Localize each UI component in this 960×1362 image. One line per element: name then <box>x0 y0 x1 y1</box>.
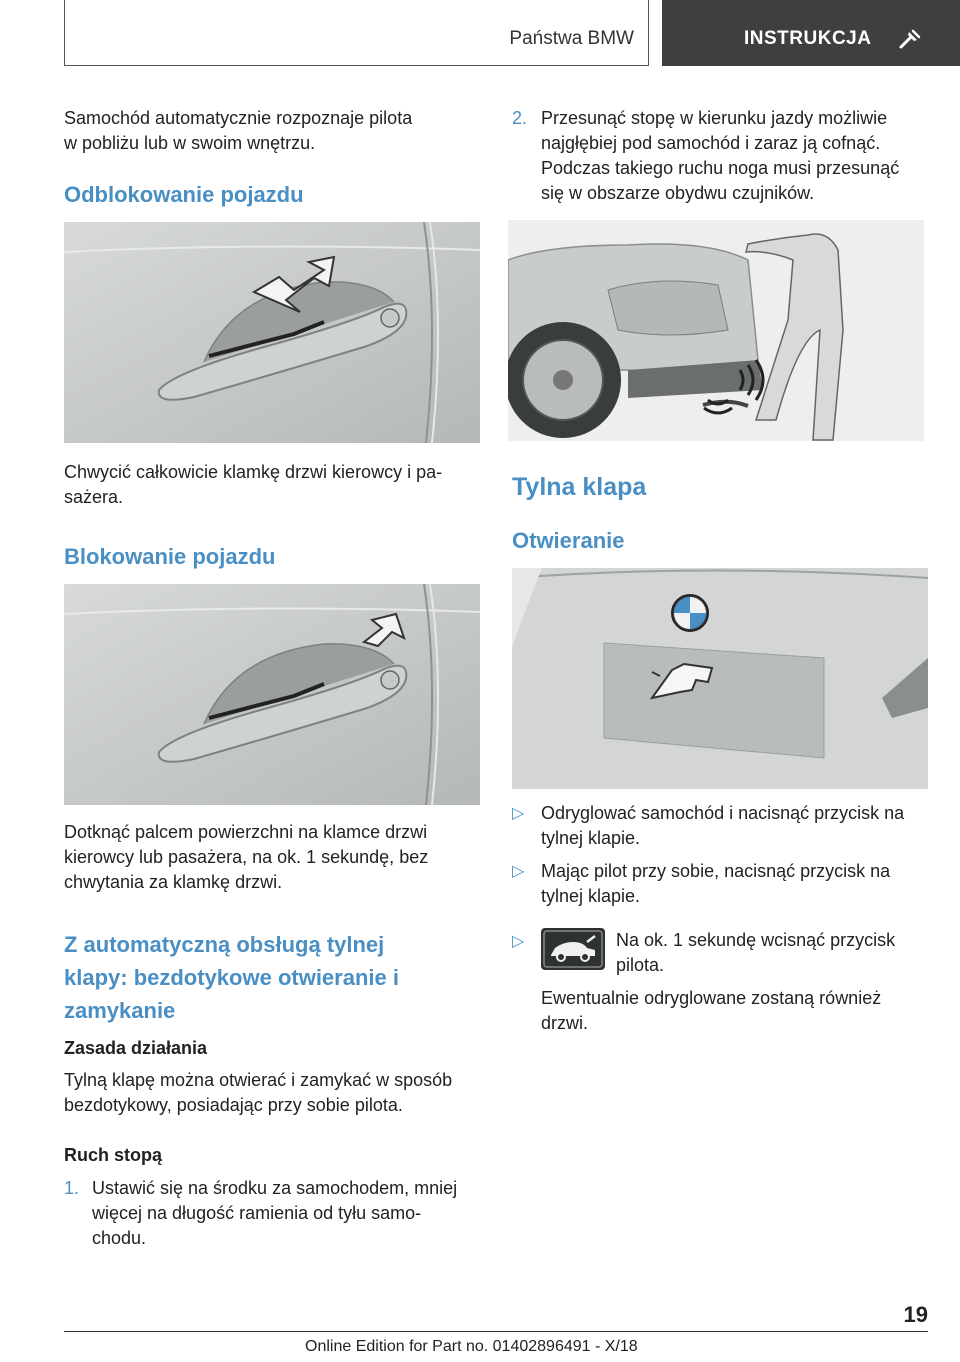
page-number: 19 <box>903 1302 928 1327</box>
bullet-2-line: tylnej klapie. <box>541 886 641 906</box>
opening-heading: Otwieranie <box>512 528 625 553</box>
bullet-1-line: Odryglować samochód i nacisnąć przycisk na <box>541 803 905 823</box>
bullet-3-note-line: drzwi. <box>541 1013 589 1033</box>
lock-text-line: chwytania za klamkę drzwi. <box>64 872 283 892</box>
bullet-1-text <box>541 801 904 851</box>
lock-text <box>64 820 428 895</box>
bullet-2-line: Mając pilot przy sobie, nacisnąć przycisk na <box>541 861 891 881</box>
auto-heading-line: zamykanie <box>64 998 176 1023</box>
car-tailgate-key-icon-glyph <box>541 928 605 970</box>
car-tailgate-key-icon <box>541 928 605 970</box>
principle-text-line: bezdotykowy, posiadając przy sobie pilota. <box>64 1095 403 1115</box>
unlock-heading: Odblokowanie pojazdu <box>64 182 304 207</box>
intro-line: Samochód automatycznie rozpoznaje pilota <box>64 108 413 128</box>
tailgate-button-illustration <box>512 568 928 789</box>
tailgate-button-image <box>512 568 928 789</box>
step-1-line: chodu. <box>92 1228 147 1248</box>
step-1-number: 1. <box>64 1178 80 1198</box>
foot-sensor-illustration <box>508 220 924 441</box>
bullet-3-line: pilota. <box>616 955 665 975</box>
foot-sensor-image <box>508 220 924 441</box>
door-handle-unlock-image <box>64 222 480 443</box>
door-handle-touch-illustration <box>64 584 480 805</box>
step-2-number: 2. <box>512 108 528 128</box>
unlock-text-line: Chwycić całkowicie klamkę drzwi kierowcy i pa- <box>64 462 443 482</box>
bullet-2-marker: ▷ <box>512 863 525 880</box>
bullet-3-line: Na ok. 1 sekundę wcisnąć przycisk <box>616 930 896 950</box>
header-left-box <box>64 0 649 66</box>
principle-text <box>64 1068 452 1118</box>
header-right-tab[interactable] <box>662 0 960 66</box>
bullet-2-text <box>541 859 890 909</box>
bullet-3-note-line: Ewentualnie odryglowane zostaną również <box>541 988 882 1008</box>
auto-heading-line: klapy: bezdotykowe otwieranie i <box>64 965 399 990</box>
tailgate-heading: Tylna klapa <box>512 473 647 501</box>
step-2-line: Podczas takiego ruchu noga musi przesunąć <box>541 158 900 178</box>
lock-heading: Blokowanie pojazdu <box>64 544 276 569</box>
unlock-text <box>64 460 442 510</box>
intro-text <box>64 106 412 156</box>
step-2-line: się w obszarze obydwu czujników. <box>541 183 815 203</box>
principle-text-line: Tylną klapę można otwierać i zamykać w sposób <box>64 1070 453 1090</box>
step-2-text <box>541 106 899 206</box>
step-1-line: Ustawić się na środku za samochodem, mniej <box>92 1178 458 1198</box>
door-handle-grip-illustration <box>64 222 480 443</box>
foot-movement-heading: Ruch stopą <box>64 1145 163 1165</box>
bullet-1-line: tylnej klapie. <box>541 828 641 848</box>
bullet-1-marker: ▷ <box>512 805 525 822</box>
footer-edition-text[interactable]: Online Edition for Part no. 01402896491 - X/18 <box>305 1338 638 1355</box>
unlock-text-line: sażera. <box>64 487 124 507</box>
step-1-line: więcej na długość ramienia od tyłu samo- <box>92 1203 422 1223</box>
bullet-3-text <box>616 928 895 978</box>
lock-text-line: Dotknąć palcem powierzchni na klamce drzwi <box>64 822 428 842</box>
header-section-title: Państwa BMW <box>509 28 634 49</box>
step-2-line: najgłębiej pod samochód i zaraz ją cofnąć. <box>541 133 881 153</box>
lock-text-line: kierowcy lub pasażera, na ok. 1 sekundę, bez <box>64 847 429 867</box>
bullet-3-marker: ▷ <box>512 933 525 950</box>
door-handle-lock-image <box>64 584 480 805</box>
footer-divider <box>64 1331 928 1332</box>
step-1-text <box>92 1176 457 1251</box>
header-instruction-title: INSTRUKCJA <box>744 28 872 49</box>
auto-tailgate-heading <box>64 928 399 1027</box>
principle-heading: Zasada działania <box>64 1038 208 1058</box>
wrench-icon <box>898 28 922 50</box>
step-2-line: Przesunąć stopę w kierunku jazdy możliwie <box>541 108 888 128</box>
intro-line: w pobliżu lub w swoim wnętrzu. <box>64 133 316 153</box>
auto-heading-line: Z automatyczną obsługą tylnej <box>64 932 385 957</box>
bullet-3-note <box>541 986 881 1036</box>
